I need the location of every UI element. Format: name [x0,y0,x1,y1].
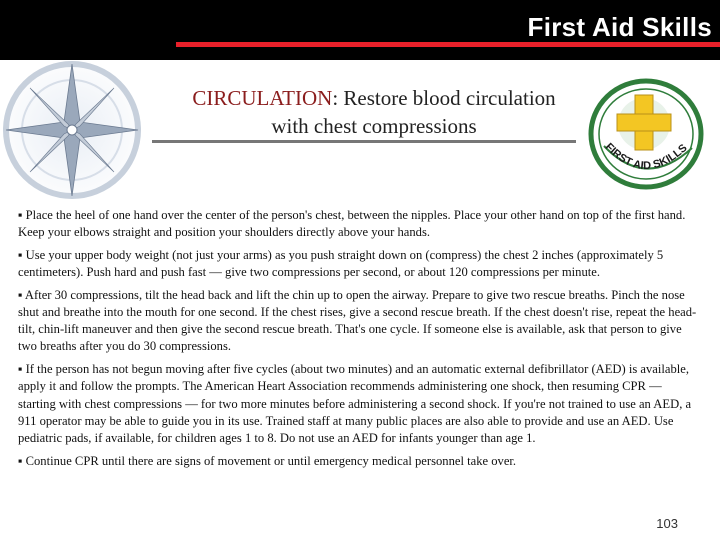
instruction-list [18,207,702,475]
instruction-item: ▪ Place the heel of one hand over the center of the person's chest, between the nipples. Place your other hand on top of the first hand. Keep your elbows straight and position your shoulders directly above your hands. [18,208,686,240]
instruction-item: ▪ If the person has not begun moving after five cycles (about two minutes) and an automatic external defibrillator (AED) is available, apply it and follow the prompts. The American Heart Association recommends administering one shock, then resuming CPR — starting with chest compressions — for two more minutes before administering a second shock. If you're not trained to use an AED, a 911 operator may be able to guide you in its use. Trained staff at many public places are also able to provide and use an AED. Use pediatric pads, if available, for children ages 1 to 8. Do not use an AED for infants younger than age 1. [18,362,692,445]
slide-title: First Aid Skills [527,12,712,42]
red-divider [176,42,720,47]
badge-label [588,78,704,190]
heading-underline [152,140,576,143]
compass-rose-icon [0,60,170,200]
instruction-item: ▪ After 30 compressions, tilt the head back and lift the chin up to open the airway. Prepare to give two rescue breaths. Pinch the nose shut and breathe into the mouth for one second. If the chest rises, give a second rescue breath. If the chest doesn't rise, repeat the head-tilt, chin-lift maneuver and then give the second rescue breath. That's one cycle. If someone else is available, ask that person to give two breaths after you do 30 compressions. [18,287,697,354]
heading-rest: : Restore blood circulation with chest compressions [271,86,556,138]
instruction-item: ▪ Use your upper body weight (not just your arms) as you push straight down on (compress) the chest 2 inches (approximately 5 centimeters). Push hard and push fast — give two compressions per second, or about 120 compressions per minute. [18,247,664,280]
instruction-item: ▪ Continue CPR until there are signs of movement or until emergency medical personnel take over. [18,453,517,468]
page-number: 103 [656,516,678,531]
badge-text: FIRST AID SKILLS [602,140,690,173]
heading-highlight: CIRCULATION [192,86,333,110]
section-heading [176,84,572,140]
header-bar [0,0,720,60]
